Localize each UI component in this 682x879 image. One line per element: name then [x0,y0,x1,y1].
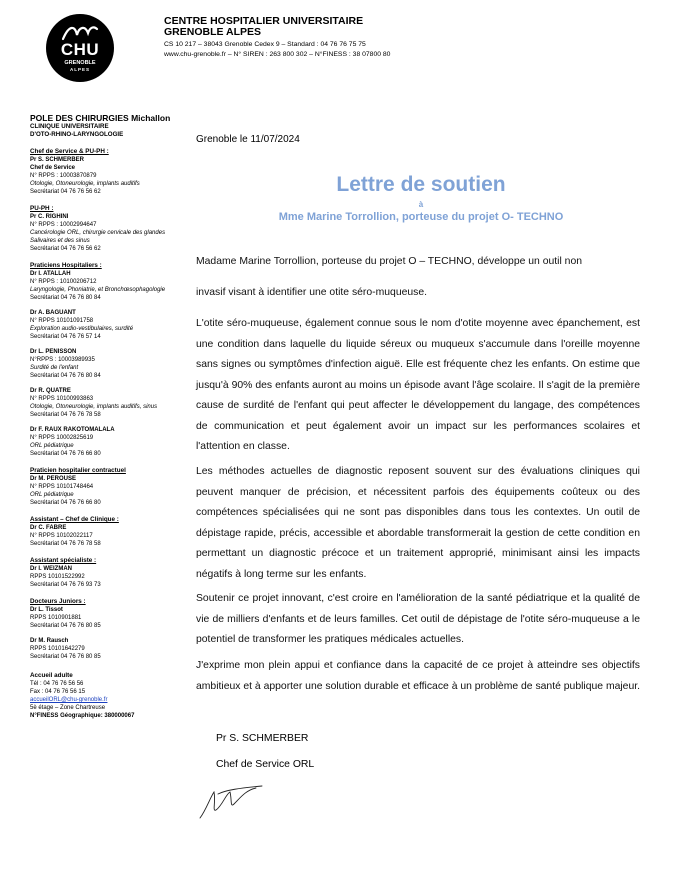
clinic-line1: CLINIQUE UNIVERSITAIRE [30,123,109,130]
staff-member [30,156,192,196]
staff-specialty: Exploration audio-vestibulaires, surdité [30,326,134,332]
staff-phone: Secrétariat 04 76 76 78 58 [30,412,101,418]
institution-web: www.chu-grenoble.fr – N° SIREN : 263 800 302 – N°FINESS : 38 07800 80 [164,50,391,58]
letter-date: Grenoble le 11/07/2024 [196,134,300,145]
staff-name: Dr M. Rausch [30,638,69,644]
paragraph-1: L'otite séro-muqueuse, également connue sous le nom d'otite moyenne avec épanchement, est une condition dans laquelle du liquide séreux ou muqueux s'accumule dans l'oreille moyenne sans signes ou symptômes d'infection aiguë. Elle est fréquente chez les enfants. On estime que jusqu'à 90% des enfants auront au moins un épisode avant l'âge scolaire. Il s'agit de la première cause de surdité de l'enfant qui peut affecter le développement du langage, des compétences de communication et peut également avoir un impact sur les performances scolaires et l'attention en classe. [196,318,640,452]
letter-subtitle: Mme Marine Torrollion, porteuse du projet O- TECHNO [278,211,564,223]
department-name: POLE DES CHIRURGIES Michallon [30,113,171,123]
logo-text: CHU [60,40,100,59]
contact-floor: 5è étage – Zone Chartreuse [30,705,106,711]
institution-name-line2: GRENOBLE ALPES [164,26,262,38]
staff-rpps: N° RPPS 10100993863 [30,396,94,402]
staff-rpps: RPPS 1010901881 [30,615,82,621]
chu-logo [46,14,114,82]
staff-section-title: PU-PH : [30,205,54,212]
logo-line2: ALPES [69,67,90,72]
institution-header [164,16,390,59]
institution-name-line1: CENTRE HOSPITALIER UNIVERSITAIRE [164,15,364,27]
staff-member [30,309,192,341]
staff-specialty: Cancérologie ORL, chirurgie cervicale des glandes Salivaires et des sinus [30,230,166,244]
staff-member [30,475,192,507]
staff-specialty: Laryngologie, Phoniatrie, et Bronchœsophagologie [30,287,166,293]
staff-member [30,213,192,253]
staff-phone: Secrétariat 04 76 76 66 80 [30,451,101,457]
staff-sidebar [30,113,192,720]
staff-phone: Secrétariat 04 76 76 56 62 [30,189,101,195]
staff-rpps: N° RPPS 10101748464 [30,484,94,490]
staff-name: Dr I. ATALLAH [30,271,71,277]
staff-role: Chef de Service [30,165,76,171]
contact-fax: Fax : 04 76 76 56 15 [30,689,86,695]
staff-section-title: Docteurs Juniors : [30,598,86,605]
handwritten-signature [196,780,266,822]
staff-name: Dr L. Tissot [30,607,63,613]
staff-name: Pr C. RIGHINI [30,214,69,220]
intro-line-2: invasif visant à identifier une otite séro-muqueuse. [196,287,428,298]
staff-sections [30,148,192,661]
staff-name: Dr M. PEROUSE [30,476,77,482]
logo-line1: GRENOBLE [64,60,96,66]
staff-name: Pr S. SCHMERBER [30,157,85,163]
contact-finess: N°FINESS Géographique: 380000067 [30,713,135,719]
staff-member [30,637,192,661]
letter-title: Lettre de soutien [336,173,506,196]
contact-email-link[interactable]: accueilORL@chu-grenoble.fr [30,697,108,703]
staff-rpps: N° RPPS 10101091758 [30,318,94,324]
staff-member [30,565,192,589]
staff-section-title: Chef de Service & PU-PH : [30,148,109,155]
staff-phone: Secrétariat 04 76 76 80 85 [30,623,101,629]
staff-member [30,524,192,548]
institution-address: CS 10 217 – 38043 Grenoble Cedex 9 – Standard : 04 76 76 75 75 [164,41,366,48]
staff-rpps: N° RPPS : 10100206712 [30,279,97,285]
staff-name: Dr R. QUATRE [30,388,71,394]
staff-specialty: ORL pédiatrique [30,443,74,449]
staff-rpps: N° RPPS : 10002994647 [30,222,97,228]
staff-section-title: Assistant – Chef de Clinique : [30,516,119,523]
staff-member [30,606,192,630]
staff-member [30,270,192,302]
staff-phone: Secrétariat 04 76 76 66 80 [30,500,101,506]
staff-section-title: Praticiens Hospitaliers : [30,262,102,269]
staff-rpps: RPPS 10101522992 [30,574,85,580]
signer-role: Chef de Service ORL [216,759,315,770]
staff-rpps: RPPS 10101642279 [30,646,85,652]
staff-specialty: ORL pédiatrique [30,492,74,498]
staff-phone: Secrétariat 04 76 76 80 84 [30,373,101,379]
intro-line-1: Madame Marine Torrollion, porteuse du projet O – TECHNO, développe un outil non [196,256,583,267]
staff-member [30,426,192,458]
staff-section-title: Assistant spécialiste : [30,557,97,564]
staff-specialty: Otologie, Otoneurologie, implants auditifs, sinus [30,404,158,410]
staff-phone: Secrétariat 04 76 76 57 14 [30,334,101,340]
staff-member [30,348,192,380]
contact-block [30,672,192,720]
staff-phone: Secrétariat 04 76 76 56 62 [30,246,101,252]
staff-phone: Secrétariat 04 76 76 78 58 [30,541,101,547]
staff-rpps: N° RPPS 10102022117 [30,533,93,539]
staff-phone: Secrétariat 04 76 76 93 73 [30,582,101,588]
staff-specialty: Otologie, Otoneurologie, implants auditifs [30,181,140,187]
paragraph-4: J'exprime mon plein appui et confiance dans la capacité de ce projet à atteindre ses objectifs ambitieux et à apporter une solution durable et efficace à un problème de santé publique majeur. [196,660,641,692]
clinic-line2: D'OTO-RHINO-LARYNGOLOGIE [30,131,124,138]
staff-phone: Secrétariat 04 76 76 80 84 [30,295,101,301]
contact-title: Accueil adulte [30,672,73,679]
logo-swoosh-icon [61,23,99,41]
staff-phone: Secrétariat 04 76 76 80 85 [30,654,101,660]
staff-rpps: N°RPPS : 10003989935 [30,357,95,363]
staff-section-title: Praticien hospitalier contractuel [30,467,126,474]
contact-tel: Tél : 04 76 76 56 56 [30,681,84,687]
staff-name: Dr C. FABRE [30,525,67,531]
signer-name: Pr S. SCHMERBER [216,733,309,744]
staff-rpps: N° RPPS 10002825619 [30,435,94,441]
paragraph-2: Les méthodes actuelles de diagnostic reposent souvent sur des évaluations cliniques qui peuvent manquer de précision, et nécessitent parfois des équipements coûteux ou des compétences spécialisées qui ne sont pas disponibles dans tous les contextes. Un outil de dépistage rapide, précis, accessible et abordable transformerait la gestion de cette condition en permettant un diagnostic précoce et un traitement approprié, minimisant ainsi les impacts négatifs à long terme sur les enfants. [196,466,640,580]
staff-name: Dr L. PENISSON [30,349,77,355]
staff-name: Dr A. BAGUANT [30,310,76,316]
paragraph-3: Soutenir ce projet innovant, c'est croire en l'amélioration de la santé pédiatrique et la qualité de vie de milliers d'enfants et de leurs familles. Cet outil de dépistage de l'otite séro-muqueuse a le potentiel de transformer les pratiques médicales actuelles. [196,593,640,645]
letter-title-a: à [418,200,424,209]
staff-member [30,387,192,419]
staff-specialty: Surdité de l'enfant [30,365,79,371]
staff-rpps: N° RPPS : 10003870879 [30,173,97,179]
staff-name: Dr F. RAUX RAKOTOMALALA [30,427,115,433]
staff-name: Dr I. WEIZMAN [30,566,72,572]
